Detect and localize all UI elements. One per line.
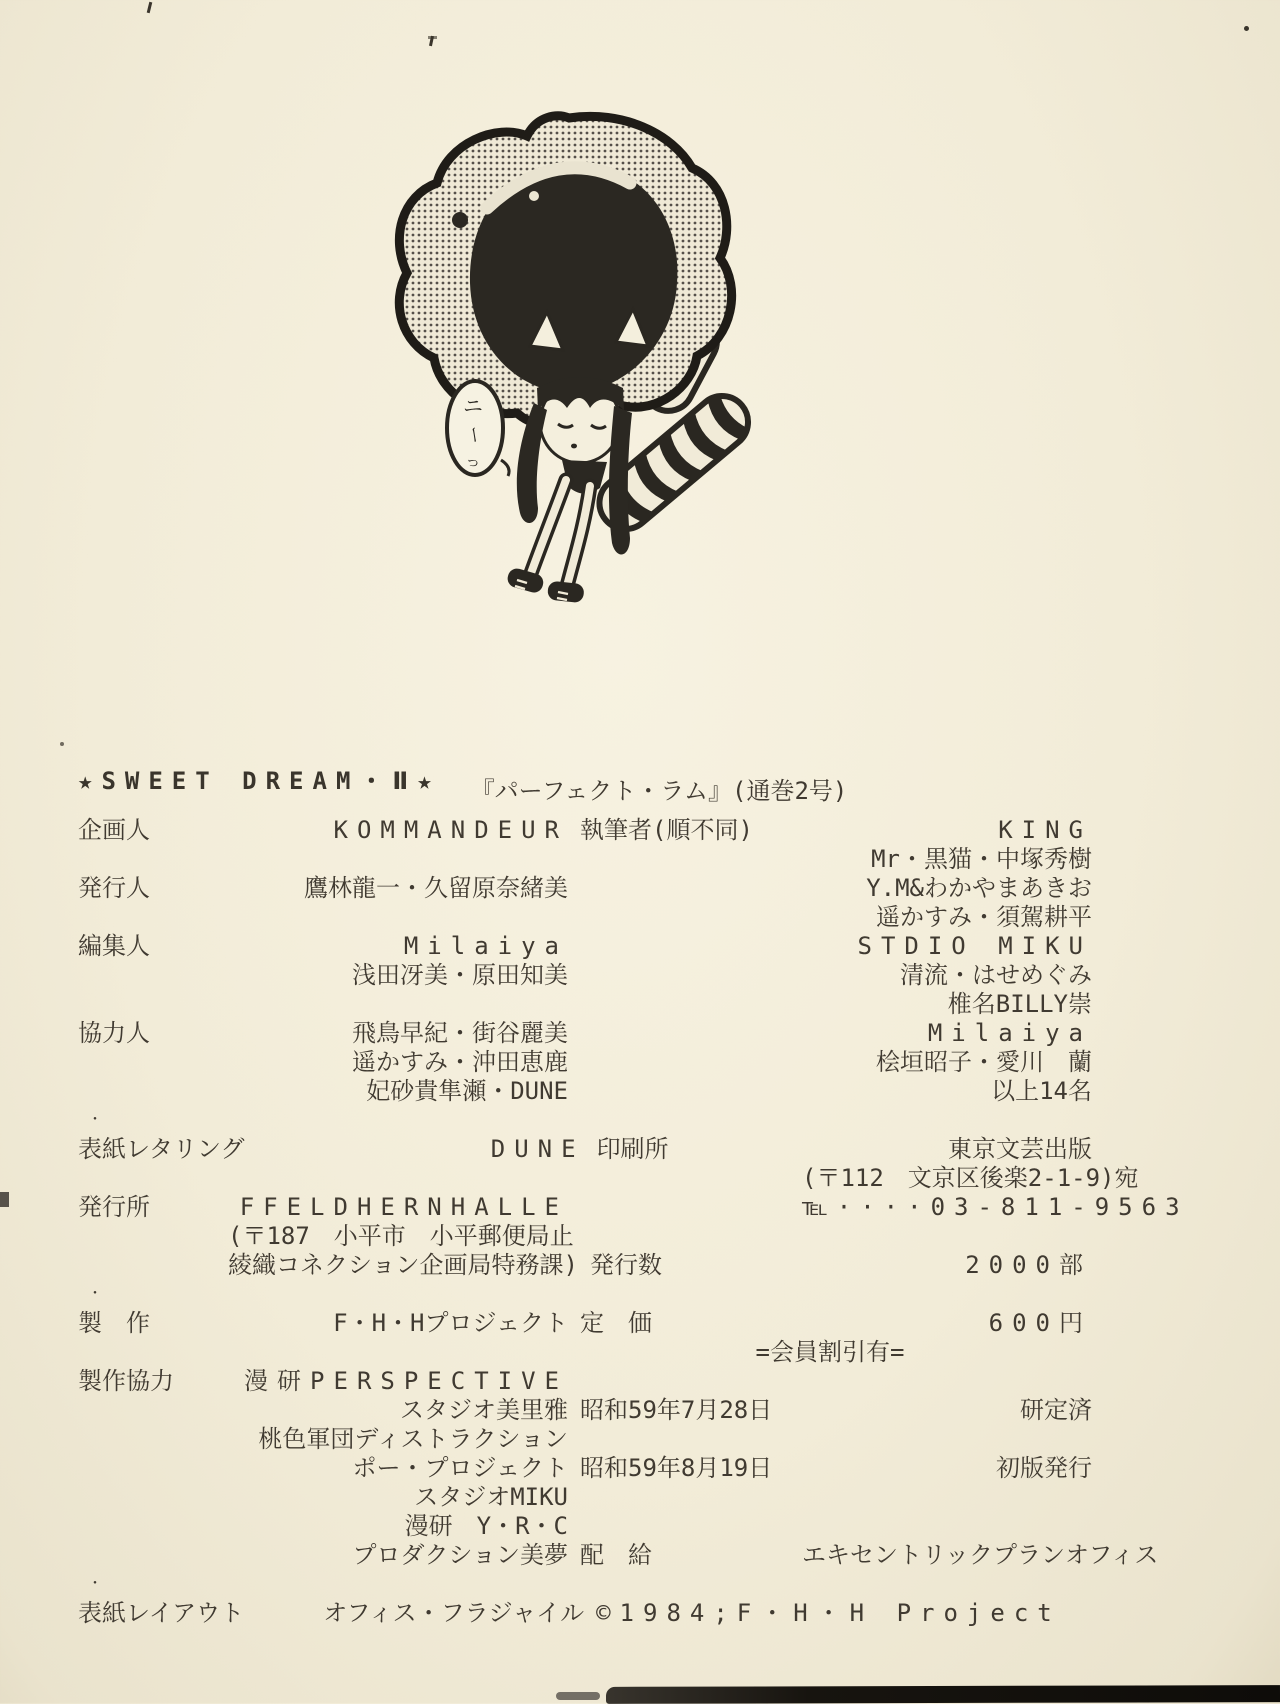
- credit-label: [78, 1077, 228, 1106]
- bubble-char: ー: [462, 424, 485, 446]
- credit-value: [802, 1512, 1092, 1541]
- colophon: [78, 766, 1189, 1628]
- credit-value: 清流・はせめぐみ: [900, 961, 1092, 989]
- hair-glint: [529, 191, 539, 201]
- credit-label: 製 作: [78, 1309, 150, 1337]
- credit-value: (〒112 文京区後楽2-1-9)宛: [802, 1164, 1139, 1192]
- scan-artifact: [60, 742, 64, 746]
- scan-artifact: [1244, 26, 1249, 31]
- price-value: 600円: [988, 1309, 1092, 1337]
- address-line: 綾織コネクション企画局特務課): [228, 1251, 578, 1279]
- colophon-row: [78, 1396, 1092, 1425]
- credit-value: Mr・黒猫・中塚秀樹: [871, 845, 1092, 873]
- colophon-row: [78, 1164, 1139, 1193]
- credit-value: プロダクション美夢: [352, 1541, 568, 1569]
- colophon-row: [78, 1483, 1092, 1512]
- credit-label: [578, 1280, 812, 1309]
- credit-value: [802, 1483, 1092, 1512]
- credit-value: 鷹林龍一・久留原奈緒美: [304, 874, 568, 902]
- colophon-row: [78, 1222, 1092, 1251]
- copyright-line: ©1984;F・H・H Project: [596, 1599, 1061, 1627]
- credit-value: 飛鳥早紀・街谷麗美: [352, 1019, 568, 1047]
- credit-value: [802, 1367, 1092, 1396]
- credit-value: [238, 1280, 578, 1309]
- credit-label: [578, 1106, 812, 1135]
- credit-value: エキセントリックプランオフィス: [802, 1541, 1159, 1569]
- scan-artifact: [0, 1192, 9, 1207]
- credit-value: オフィス・フラジャイル: [323, 1599, 585, 1627]
- credit-value: 遥かすみ・沖田恵鹿: [352, 1048, 568, 1076]
- mouth: [571, 444, 577, 449]
- date-value: 昭和59年7月28日: [580, 1396, 773, 1424]
- colophon-row: [78, 990, 1092, 1019]
- credit-value: 遥かすみ・須駕耕平: [876, 903, 1092, 931]
- credit-value: [228, 903, 568, 932]
- credit-label: [78, 1048, 228, 1077]
- credit-label: 協力人: [78, 1019, 150, 1047]
- credit-label: [568, 1425, 802, 1454]
- arms: [530, 480, 590, 590]
- discount-note: =会員割引有=: [755, 1338, 905, 1366]
- colophon-row: [78, 1454, 1092, 1483]
- credit-value: 浅田冴美・原田知美: [352, 961, 568, 989]
- credit-label: [578, 1570, 812, 1599]
- credit-value: 椎名BILLY崇: [947, 990, 1092, 1018]
- credit-label: [568, 1077, 802, 1106]
- colophon-row: [78, 1338, 1092, 1367]
- credit-value: 初版発行: [996, 1454, 1092, 1482]
- credit-label: [78, 1338, 228, 1367]
- credit-value: Milaiya: [927, 1019, 1092, 1047]
- scan-artifact: [428, 36, 437, 39]
- credit-label: 発行数: [589, 1251, 662, 1279]
- date-value: 昭和59年8月19日: [580, 1454, 773, 1482]
- credit-label: 定 価: [580, 1309, 652, 1337]
- credit-value: 東京文芸出版: [948, 1135, 1092, 1163]
- credit-value: F・H・Hプロジェクト: [333, 1309, 568, 1337]
- bullet-mark: ・: [88, 1576, 102, 1592]
- credit-label: [568, 1193, 802, 1222]
- credit-label: [78, 1164, 228, 1193]
- credit-label: [568, 1164, 802, 1193]
- colophon-row: [78, 1048, 1092, 1077]
- colophon-row: [78, 961, 1092, 990]
- colophon-row: [78, 1425, 1092, 1454]
- credit-label: [78, 903, 228, 932]
- credit-label: [568, 1512, 802, 1541]
- bullet-mark: ・: [88, 1112, 102, 1128]
- colophon-row: [78, 1570, 1092, 1599]
- bubble-char: ニ: [463, 394, 483, 418]
- credit-value: [238, 1106, 578, 1135]
- credit-label: [568, 874, 802, 903]
- credit-value: 2000部: [965, 1251, 1092, 1279]
- colophon-row: [78, 1135, 1092, 1164]
- scan-edge-smudge: [606, 1685, 1280, 1704]
- credit-value: Milaiya: [403, 932, 568, 960]
- credit-value: [812, 1570, 1092, 1599]
- credit-value: 漫研 Y・R・C: [404, 1512, 568, 1540]
- credit-value: FFELDHERNHALLE: [239, 1193, 568, 1221]
- page-subtitle: 『パーフェクト・ラム』(通巻2号): [470, 777, 848, 805]
- scan-edge-smudge: [556, 1692, 600, 1700]
- page-title: ★SWEET DREAM・Ⅱ★: [78, 767, 441, 795]
- credit-label: 発行所: [78, 1193, 150, 1221]
- colophon-row: [78, 1512, 1092, 1541]
- credit-value: DUNE: [490, 1135, 585, 1163]
- colophon-row: [78, 816, 1092, 845]
- credit-value: スタジオ美里雅: [400, 1396, 568, 1424]
- bubble-char: っ: [463, 450, 484, 473]
- title-row: [78, 766, 1092, 805]
- colophon-row: [78, 1077, 1092, 1106]
- credit-label: [568, 1048, 802, 1077]
- hair-spot: [452, 212, 468, 228]
- colophon-row: [78, 1106, 1092, 1135]
- credit-value: [228, 1338, 568, 1367]
- credit-value: 以上14名: [991, 1077, 1092, 1105]
- credit-label: [568, 1367, 802, 1396]
- colophon-row: [78, 1599, 1092, 1628]
- credit-value: [228, 845, 568, 874]
- credit-value: ポー・プロジェクト: [352, 1454, 568, 1482]
- credit-label: [568, 1019, 802, 1048]
- colophon-row: [78, 874, 1092, 903]
- credit-label: [78, 1512, 228, 1541]
- credit-label: [78, 1222, 228, 1251]
- credit-label: [574, 1222, 808, 1251]
- credit-value: KOMMANDEUR: [333, 816, 568, 844]
- credit-label: [568, 932, 802, 961]
- credit-label: [78, 1541, 228, 1570]
- credit-label: 表紙レイアウト: [78, 1599, 245, 1627]
- credit-value: [808, 1222, 1092, 1251]
- colophon-row: [78, 1193, 1189, 1222]
- credit-value: 研定済: [1020, 1396, 1092, 1424]
- credit-value: 桃色軍団ディストラクション: [258, 1425, 568, 1453]
- colophon-row: [78, 1541, 1159, 1570]
- credit-value: [812, 1106, 1092, 1135]
- credit-label: 執筆者(順不同): [580, 816, 753, 844]
- colophon-row: [78, 1280, 1092, 1309]
- credit-value: [812, 1280, 1092, 1309]
- address-line: (〒187 小平市 小平郵便局止: [228, 1222, 574, 1250]
- phone-number: ℡····03-811-9563: [802, 1193, 1189, 1221]
- colophon-row: [78, 932, 1092, 961]
- colophon-row: [78, 1019, 1092, 1048]
- colophon-row: [78, 845, 1092, 874]
- credit-value: 妃砂貴隼瀬・DUNE: [366, 1077, 568, 1105]
- bullet-mark: ・: [88, 1286, 102, 1302]
- credit-label: [568, 1483, 802, 1512]
- credit-label: 発行人: [78, 874, 150, 902]
- credit-label: [568, 990, 802, 1019]
- credit-value: スタジオMIKU: [414, 1483, 568, 1511]
- credit-value: 漫研PERSPECTIVE: [244, 1367, 568, 1395]
- credit-value: [228, 1164, 568, 1193]
- credit-label: 編集人: [78, 932, 150, 960]
- colophon-row: [78, 903, 1092, 932]
- colophon-row: [78, 1309, 1092, 1338]
- credit-label: [78, 1425, 228, 1454]
- credit-label: [78, 1454, 228, 1483]
- credit-label: [78, 1483, 228, 1512]
- credit-label: [78, 1396, 228, 1425]
- credit-value: [802, 1425, 1092, 1454]
- credit-value: Y.M&わかやまあきお: [866, 874, 1092, 902]
- credit-label: [78, 990, 228, 1019]
- credit-label: 配 給: [580, 1541, 652, 1569]
- credit-label: [568, 903, 802, 932]
- credit-label: [78, 1251, 228, 1280]
- credit-value: [228, 990, 568, 1019]
- credit-value: 桧垣昭子・愛川 蘭: [876, 1048, 1092, 1076]
- character-illustration: [362, 88, 762, 618]
- credit-label: [568, 961, 802, 990]
- credit-label: 企画人: [78, 816, 150, 844]
- colophon-row: [78, 1367, 1092, 1396]
- credit-label: 表紙レタリング: [78, 1135, 245, 1163]
- scan-artifact: [147, 2, 153, 13]
- credit-label: [568, 845, 802, 874]
- credit-value: [238, 1570, 578, 1599]
- credit-label: [78, 845, 228, 874]
- credit-value: KING: [998, 816, 1092, 844]
- credit-label: 印刷所: [596, 1135, 669, 1163]
- credit-label: 製作協力: [78, 1367, 174, 1395]
- colophon-row: [78, 1251, 1092, 1280]
- credit-label: [78, 961, 228, 990]
- credit-value: STDIO MIKU: [857, 932, 1092, 960]
